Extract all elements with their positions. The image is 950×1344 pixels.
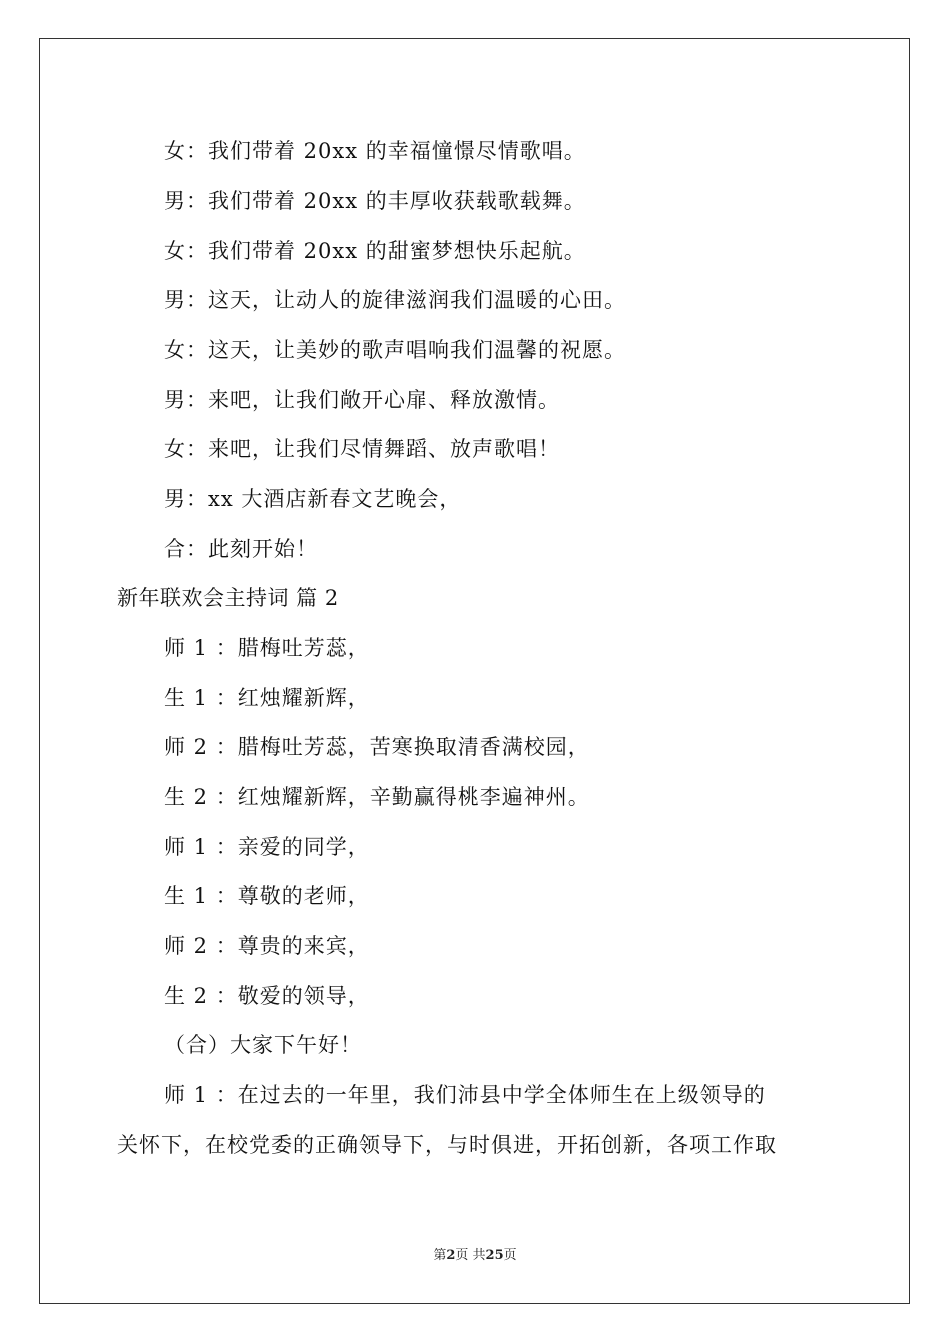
dialogue-line: 师 1 ：腊梅吐芳蕊， [164,636,370,660]
dialogue-line: 师 2 ：腊梅吐芳蕊，苦寒换取清香满校园， [164,735,590,759]
dialogue-line: 男：这天，让动人的旋律滋润我们温暖的心田。 [164,288,626,312]
dialogue-line: 生 1 ：红烛耀新辉， [164,686,370,710]
footer-mid: 页 共 [455,1248,486,1263]
dialogue-line: 女：这天，让美妙的歌声唱响我们温馨的祝愿。 [164,338,626,362]
dialogue-line: 男：xx 大酒店新春文艺晚会， [164,487,462,511]
footer-total-pages: 25 [485,1248,504,1263]
dialogue-line: 合：此刻开始！ [164,537,318,561]
dialogue-line: 师 2 ：尊贵的来宾， [164,934,370,958]
footer-page-number: 2 [446,1248,456,1263]
dialogue-line: 男：我们带着 20xx 的丰厚收获载歌载舞。 [164,189,586,213]
footer-prefix: 第 [433,1248,447,1263]
paragraph-continuation: 关怀下，在校党委的正确领导下，与时俱进，开拓创新，各项工作取 [117,1133,777,1157]
dialogue-line: 生 2 ：红烛耀新辉，辛勤赢得桃李遍神州。 [164,785,590,809]
dialogue-line: 女：来吧，让我们尽情舞蹈、放声歌唱！ [164,437,560,461]
dialogue-line: 师 1 ：亲爱的同学， [164,835,370,859]
dialogue-line: （合）大家下午好！ [164,1033,362,1057]
dialogue-line: 女：我们带着 20xx 的幸福憧憬尽情歌唱。 [164,139,586,163]
section-heading: 新年联欢会主持词 篇 2 [117,586,339,610]
dialogue-line: 师 1 ：在过去的一年里，我们沛县中学全体师生在上级领导的 [164,1083,766,1107]
dialogue-line: 女：我们带着 20xx 的甜蜜梦想快乐起航。 [164,239,586,263]
footer-suffix: 页 [503,1248,517,1263]
page-border [39,38,910,1304]
dialogue-line: 生 1 ：尊敬的老师， [164,884,370,908]
dialogue-line: 生 2 ：敬爱的领导， [164,984,370,1008]
page-footer [0,1247,950,1265]
dialogue-line: 男：来吧，让我们敞开心扉、释放激情。 [164,388,560,412]
